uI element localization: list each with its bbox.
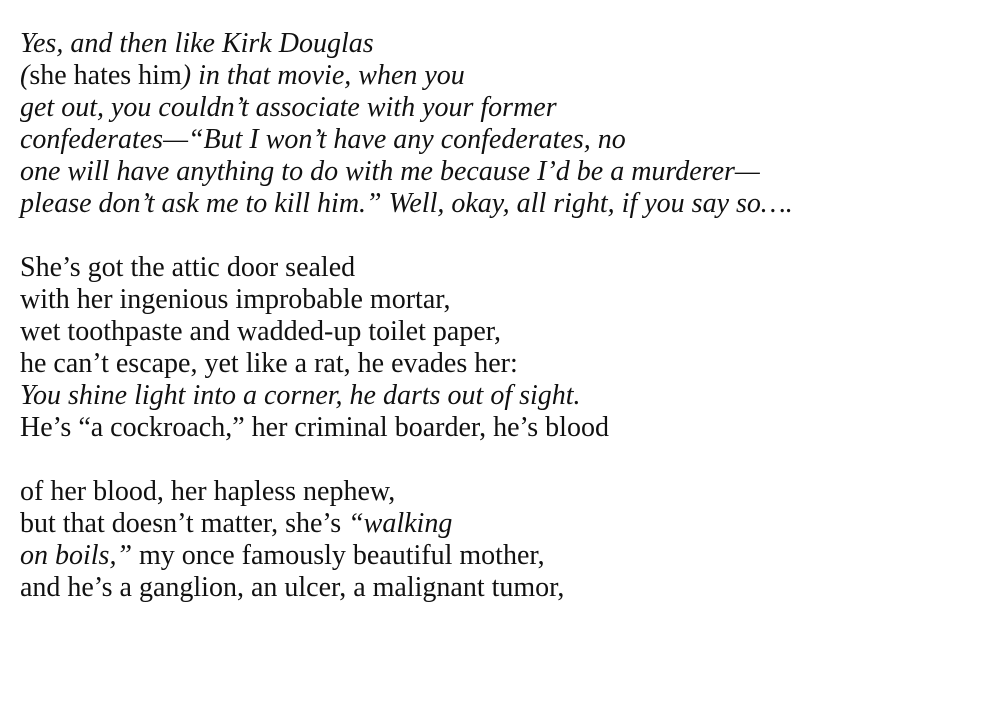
- line-segment: wet toothpaste and wadded-up toilet paper,: [20, 316, 501, 347]
- line-segment: You shine light into a corner, he darts out of sight.: [20, 380, 581, 411]
- poem-line: [20, 124, 990, 156]
- poem-line: [20, 316, 990, 348]
- poem-line: [20, 540, 990, 572]
- line-segment: ) in that movie, when you: [181, 60, 465, 91]
- line-segment: he can’t escape, yet like a rat, he evades her:: [20, 348, 518, 379]
- poem-body: [20, 28, 990, 636]
- line-segment: of her blood, her hapless nephew,: [20, 476, 396, 507]
- poem-line: [20, 572, 990, 604]
- poem-line: [20, 28, 990, 60]
- stanza: [20, 28, 990, 220]
- poem-line: [20, 156, 990, 188]
- poem-line: [20, 284, 990, 316]
- line-segment: get out, you couldn’t associate with your former: [20, 92, 557, 123]
- line-segment: “walking: [348, 508, 453, 539]
- line-segment: but that doesn’t matter, she’s: [20, 508, 349, 539]
- poem-line: [20, 508, 990, 540]
- line-segment: Yes, and then like Kirk Douglas: [20, 28, 374, 59]
- line-segment: one will have anything to do with me because I’d be a murderer—: [20, 156, 760, 187]
- line-segment: confederates—“But I won’t have any confederates, no: [20, 124, 626, 155]
- poem-line: [20, 60, 990, 92]
- line-segment: He’s “a cockroach,” her criminal boarder, he’s blood: [20, 412, 609, 443]
- line-segment: (: [20, 60, 30, 91]
- stanza: [20, 252, 990, 444]
- poem-line: [20, 476, 990, 508]
- poem-line: [20, 412, 990, 444]
- line-segment: on boils,”: [20, 540, 133, 571]
- line-segment: She’s got the attic door sealed: [20, 252, 356, 283]
- poem-line: [20, 92, 990, 124]
- poem-line: [20, 188, 990, 220]
- line-segment: with her ingenious improbable mortar,: [20, 284, 451, 315]
- poem-line: [20, 348, 990, 380]
- poem-line: [20, 252, 990, 284]
- line-segment: please don’t ask me to kill him.” Well, okay, all right, if you say so….: [20, 188, 793, 219]
- line-segment: and he’s a ganglion, an ulcer, a malignant tumor,: [20, 572, 565, 603]
- stanza: [20, 476, 990, 604]
- poem-line: [20, 380, 990, 412]
- line-segment: she hates him: [29, 60, 182, 91]
- line-segment: my once famously beautiful mother,: [132, 540, 545, 571]
